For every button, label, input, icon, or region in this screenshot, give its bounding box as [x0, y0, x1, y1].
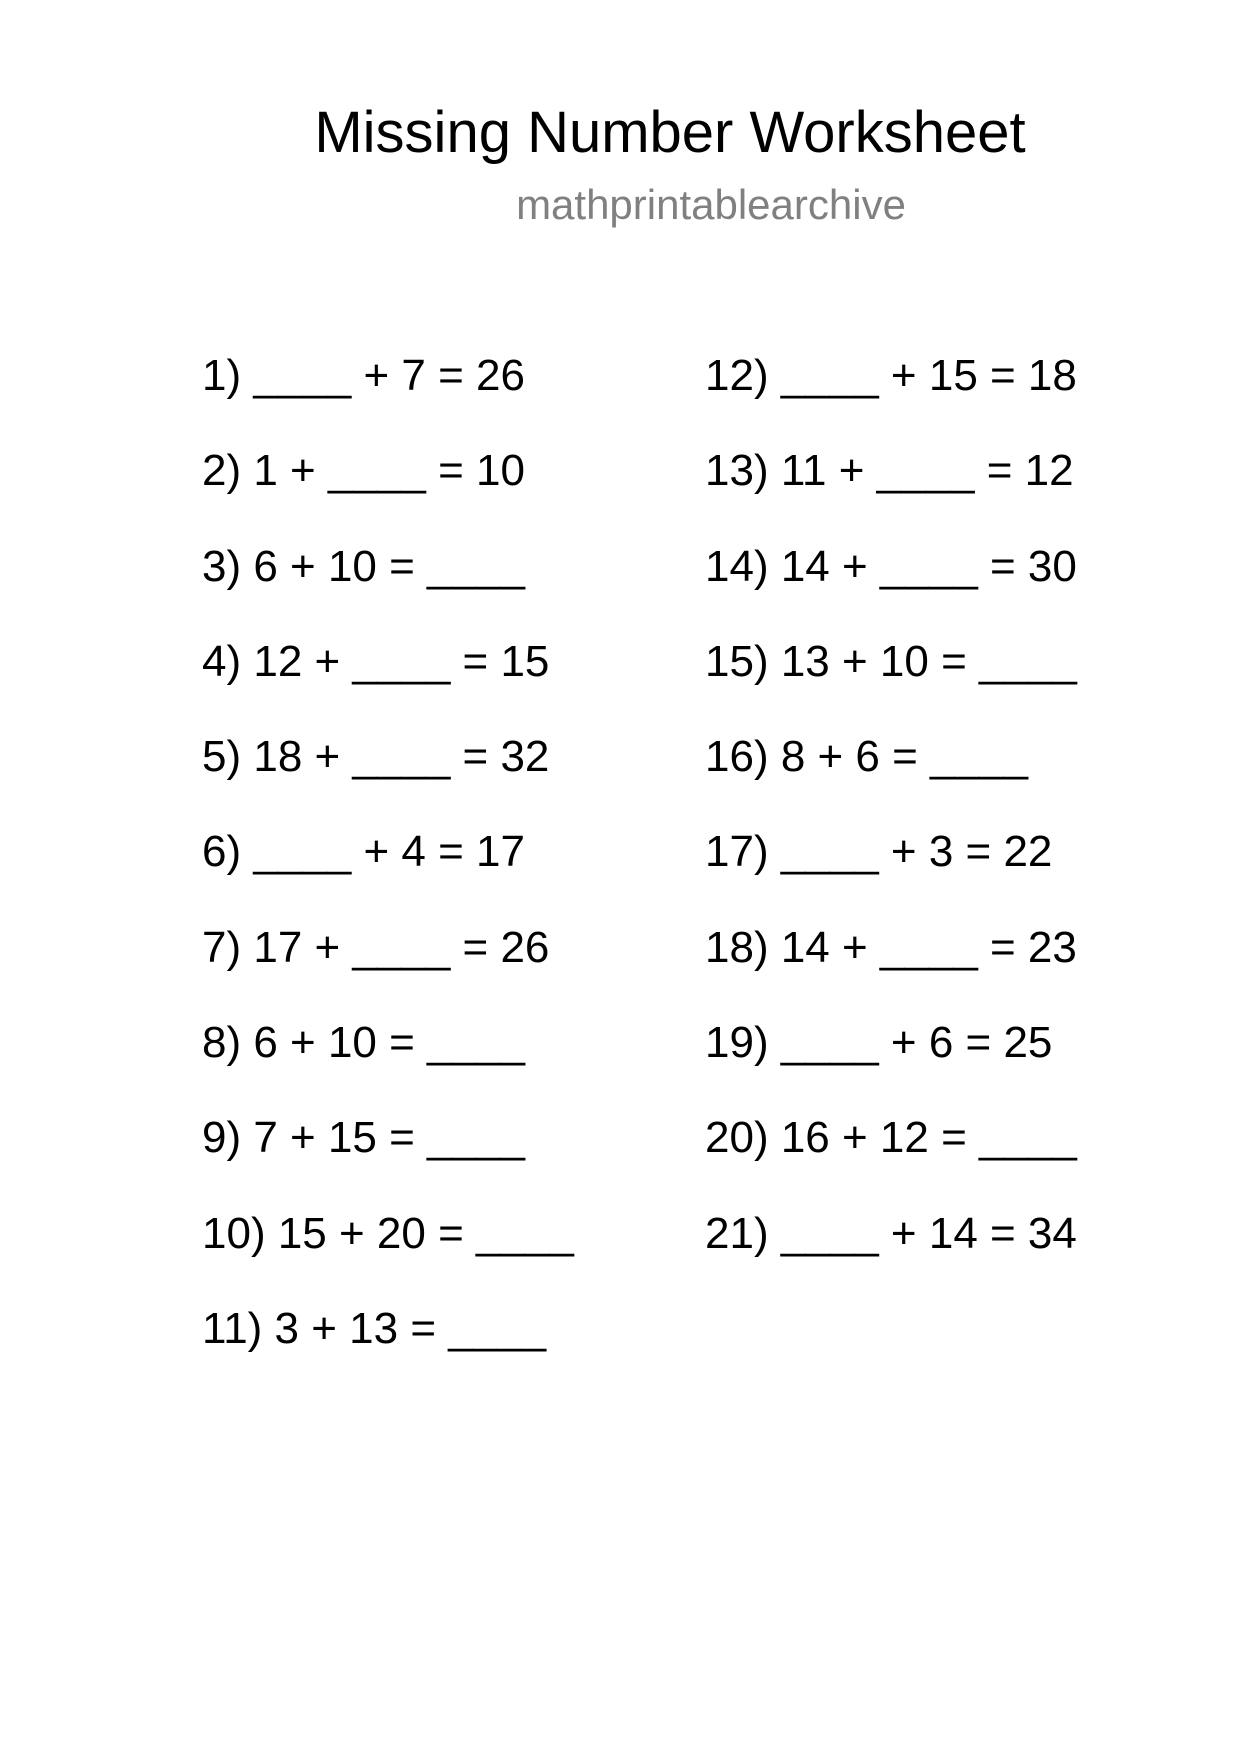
- problem-15: 15) 13 + 10 = ____: [705, 636, 1077, 686]
- problem-18: 18) 14 + ____ = 23: [705, 922, 1077, 972]
- problem-21: 21) ____ + 14 = 34: [705, 1208, 1077, 1258]
- problem-7: 7) 17 + ____ = 26: [202, 922, 550, 972]
- problem-1: 1) ____ + 7 = 26: [202, 351, 525, 400]
- problem-12: 12) ____ + 15 = 18: [705, 351, 1077, 400]
- problem-17: 17) ____ + 3 = 22: [705, 827, 1053, 877]
- problems-right-column: [705, 350, 1077, 1303]
- problem-16: 16) 8 + 6 = ____: [705, 732, 1028, 782]
- problem-19: 19) ____ + 6 = 25: [705, 1018, 1053, 1068]
- problem-8: 8) 6 + 10 = ____: [202, 1018, 525, 1068]
- worksheet-title: Missing Number Worksheet: [314, 100, 1026, 165]
- problem-5: 5) 18 + ____ = 32: [202, 732, 550, 782]
- problem-3: 3) 6 + 10 = ____: [202, 541, 525, 591]
- problem-20: 20) 16 + 12 = ____: [705, 1113, 1077, 1163]
- problem-14: 14) 14 + ____ = 30: [705, 541, 1077, 591]
- problem-6: 6) ____ + 4 = 17: [202, 827, 525, 877]
- worksheet-subtitle: mathprintablearchive: [516, 181, 906, 228]
- problem-4: 4) 12 + ____ = 15: [202, 636, 550, 686]
- problem-10: 10) 15 + 20 = ____: [202, 1208, 574, 1258]
- problems-left-column: [202, 350, 574, 1398]
- problem-9: 9) 7 + 15 = ____: [202, 1113, 525, 1163]
- problem-11: 11) 3 + 13 = ____: [202, 1303, 547, 1353]
- problem-2: 2) 1 + ____ = 10: [202, 446, 525, 496]
- problem-13: 13) 11 + ____ = 12: [705, 446, 1074, 496]
